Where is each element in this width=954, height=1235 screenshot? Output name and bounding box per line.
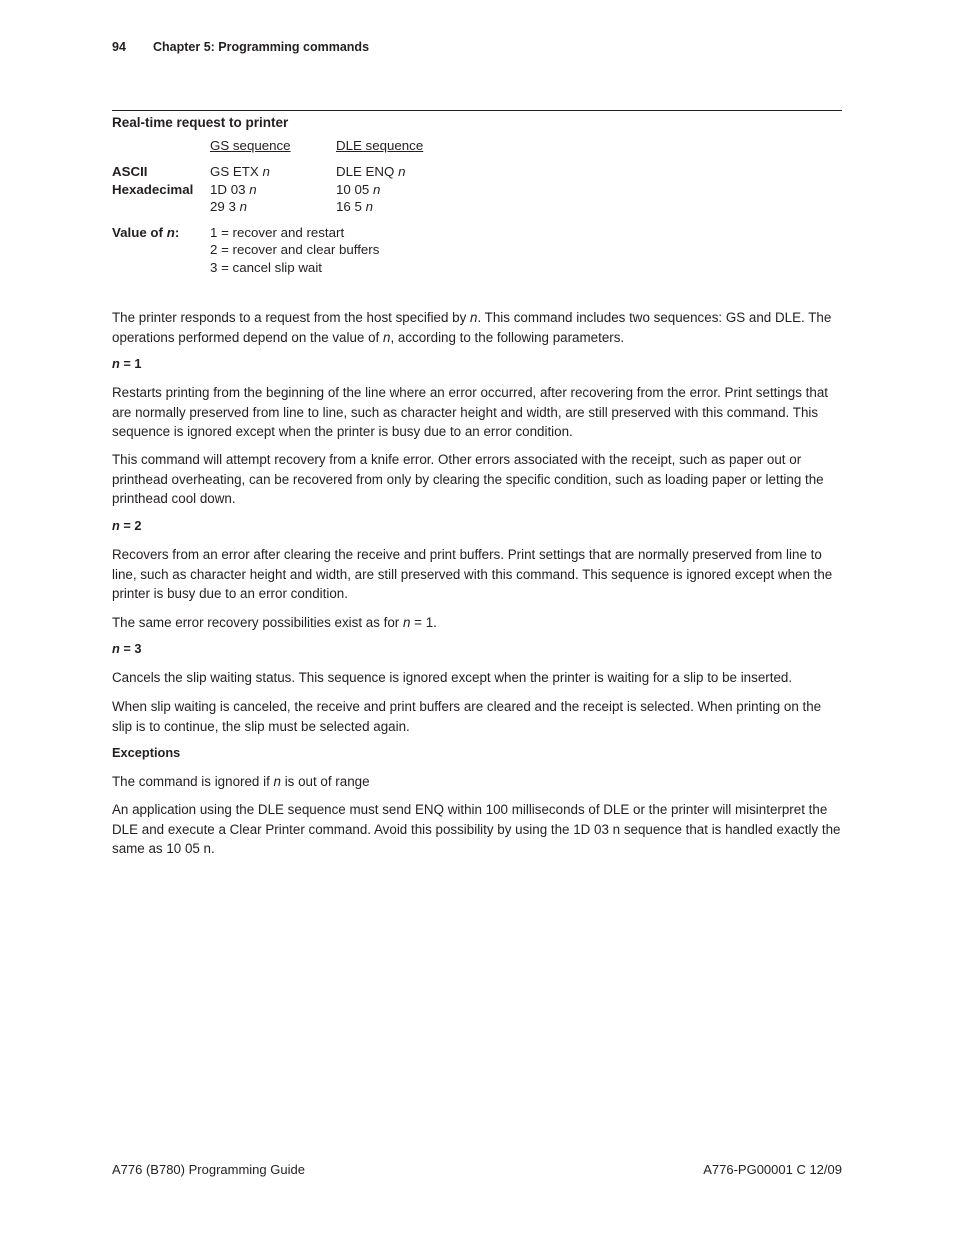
value-of-n-label: Value of n:	[112, 225, 180, 240]
exceptions-paragraph-1: The command is ignored if n is out of range	[112, 774, 370, 789]
hex-dle-value-2: 16 5 n	[336, 199, 373, 214]
value-of-n-item: 3 = cancel slip wait	[210, 260, 322, 275]
hex-gs-value-1: 1D 03 n	[210, 182, 257, 197]
n-equals-2-paragraph-1: Recovers from an error after clearing the receive and print buffers. Print settings that are normally preserved from line to line, such as character height and width, are still preserved with this command. This sequence is ignored except when the printer is busy due to an error condition.	[112, 547, 833, 601]
intro-paragraph: The printer responds to a request from the host specified by n. This command includes two sequences: GS and DLE. The operations performed depend on the value of n, according to the following parameters.	[112, 310, 832, 345]
n-equals-2-heading: n = 2	[112, 518, 142, 533]
n-equals-3-paragraph-2: When slip waiting is canceled, the receive and print buffers are cleared and the receipt is selected. When printing on the slip is to continue, the slip must be selected again.	[112, 699, 822, 734]
hexadecimal-label: Hexadecimal	[112, 182, 194, 197]
n-equals-1-heading: n = 1	[112, 356, 142, 371]
chapter-title: Chapter 5: Programming commands	[153, 40, 370, 54]
hex-dle-value-1: 10 05 n	[336, 182, 381, 197]
ascii-gs-value: GS ETX n	[210, 164, 270, 179]
hex-gs-value-2: 29 3 n	[210, 199, 247, 214]
dle-sequence-header: DLE sequence	[336, 138, 424, 153]
command-title: Real-time request to printer	[112, 115, 289, 130]
page-number: 94	[112, 40, 126, 54]
n-equals-3-heading: n = 3	[112, 641, 142, 656]
ascii-label: ASCII	[112, 164, 148, 179]
value-of-n-item: 2 = recover and clear buffers	[210, 242, 380, 257]
exceptions-heading: Exceptions	[112, 745, 181, 760]
n-equals-2-paragraph-2: The same error recovery possibilities exist as for n = 1.	[112, 615, 437, 630]
n-equals-1-paragraph-2: This command will attempt recovery from a knife error. Other errors associated with the receipt, such as paper out or printhead overheating, can be recovered from only by clearing the specific condition, such as loading paper or letting the printhead cool down.	[112, 452, 824, 506]
value-of-n-item: 1 = recover and restart	[210, 225, 345, 240]
n-equals-1-paragraph-1: Restarts printing from the beginning of the line where an error occurred, after recovering from the error. Print settings that are normally preserved from line to line, such as character height and width, are still preserved with this command. This sequence is ignored except when the printer is busy due to an error condition.	[112, 385, 828, 439]
ascii-dle-value: DLE ENQ n	[336, 164, 406, 179]
section-divider	[112, 110, 842, 111]
footer-document-id: A776-PG00001 C 12/09	[703, 1162, 842, 1177]
gs-sequence-header: GS sequence	[210, 138, 291, 153]
n-equals-3-paragraph-1: Cancels the slip waiting status. This sequence is ignored except when the printer is waiting for a slip to be inserted.	[112, 670, 793, 685]
footer-guide-title: A776 (B780) Programming Guide	[112, 1162, 305, 1177]
exceptions-paragraph-2: An application using the DLE sequence must send ENQ within 100 milliseconds of DLE or the printer will misinterpret the DLE and execute a Clear Printer command. Avoid this possibility by using the 1D 03 n sequence that is handled exactly the same as 10 05 n.	[112, 802, 841, 856]
